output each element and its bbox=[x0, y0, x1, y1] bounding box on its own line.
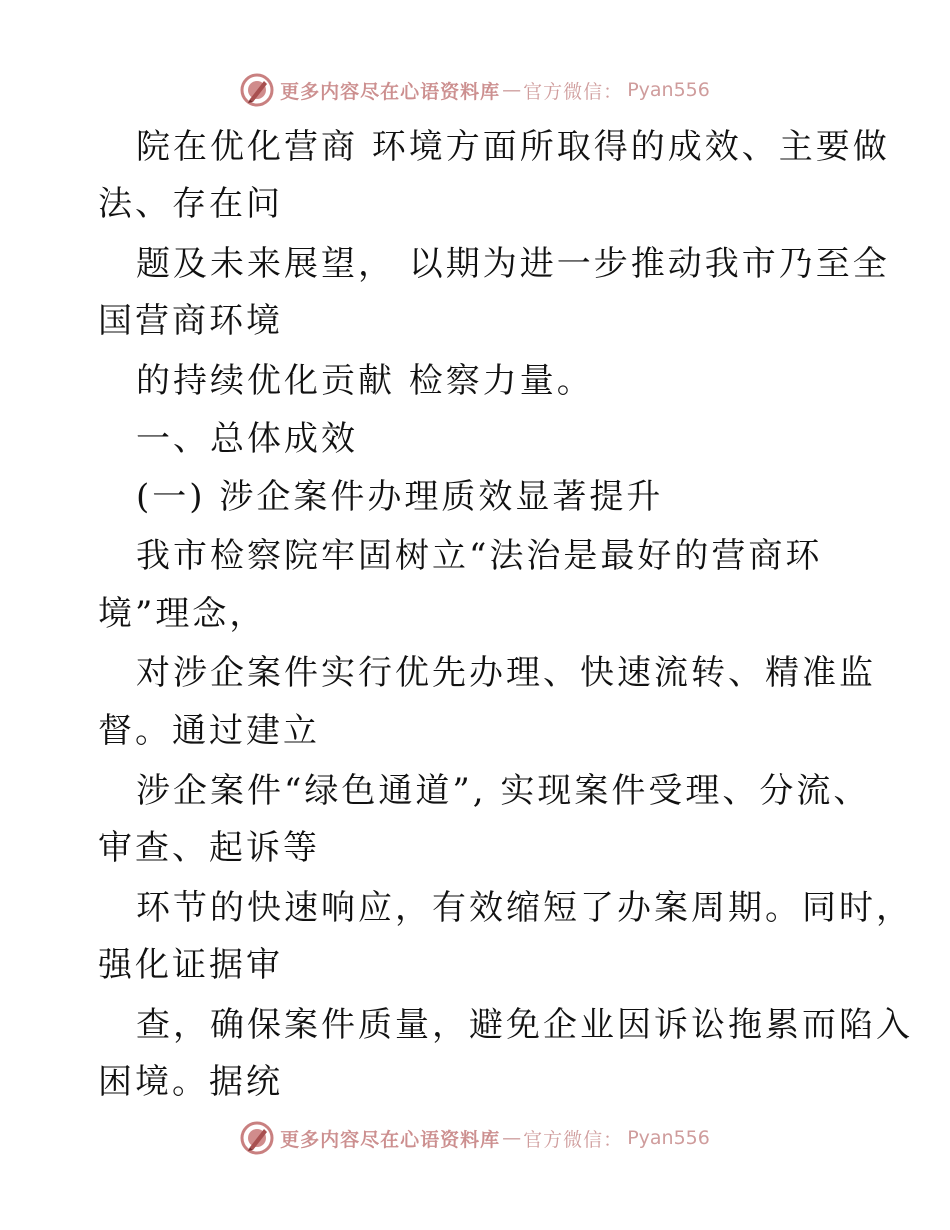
text-line: 查，确保案件质量，避免企业因诉讼拖累而陷入 bbox=[136, 1005, 913, 1045]
text-line: 对涉企案件实行优先办理、快速流转、精准监 bbox=[136, 653, 876, 693]
banner-wechat-label: 官方微信： bbox=[523, 1128, 624, 1151]
banner-dash: — bbox=[502, 79, 522, 101]
banner-wechat-id: Pyan556 bbox=[627, 1127, 710, 1149]
text-line: 强化证据审 bbox=[98, 945, 283, 985]
text-line: 困境。据统 bbox=[98, 1062, 283, 1102]
text-line: 境”理念， bbox=[98, 594, 267, 634]
subsection-heading: (一) 涉企案件办理质效显著提升 bbox=[136, 477, 664, 517]
header-banner bbox=[0, 70, 950, 110]
text-line: 环节的快速响应，有效缩短了办案周期。同时， bbox=[136, 888, 913, 928]
banner-main-text: 更多内容尽在心语资料库 bbox=[280, 80, 501, 103]
text-line: 院在优化营商 环境方面所取得的成效、主要做 bbox=[136, 127, 890, 167]
text-line: 我市检察院牢固树立“法治是最好的营商环 bbox=[136, 536, 823, 576]
section-heading: 一、总体成效 bbox=[136, 419, 358, 459]
text-line: 法、存在问 bbox=[98, 184, 283, 224]
banner-main-text: 更多内容尽在心语资料库 bbox=[280, 1128, 501, 1151]
text-line: 督。通过建立 bbox=[98, 711, 320, 751]
text-line: 涉企案件“绿色通道”, 实现案件受理、分流、 bbox=[136, 771, 871, 811]
text-line: 国营商环境 bbox=[98, 301, 283, 341]
text-line: 的持续优化贡献 检察力量。 bbox=[136, 361, 594, 401]
banner-wechat-label: 官方微信： bbox=[523, 80, 624, 103]
text-line: 题及未来展望， 以期为进一步推动我市乃至全 bbox=[136, 244, 890, 284]
footer-banner bbox=[0, 1118, 950, 1158]
banner-wechat-id: Pyan556 bbox=[627, 79, 710, 101]
pen-seal-logo-icon bbox=[240, 1121, 274, 1155]
banner-dash: — bbox=[502, 1127, 522, 1149]
text-line: 审查、起诉等 bbox=[98, 828, 320, 868]
pen-seal-logo-icon bbox=[240, 73, 274, 107]
